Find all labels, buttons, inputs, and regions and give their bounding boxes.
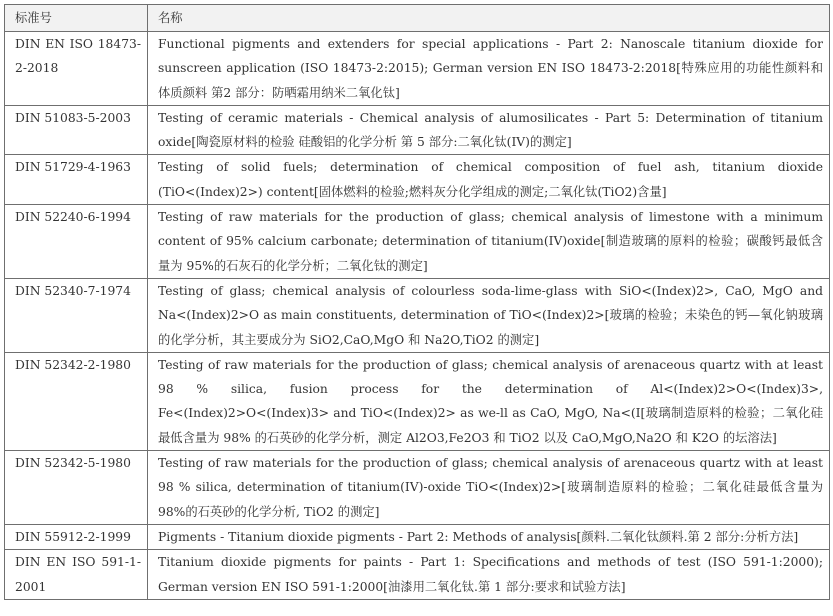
table-row — [5, 205, 830, 279]
standard-name-cell: Pigments - Titanium dioxide pigments - Part 2: Methods of analysis[颜料.二氧化钛颜料.第 2 部分:分析方法] — [148, 524, 830, 549]
standard-name-cell: Testing of raw materials for the production of glass; chemical analysis of limestone with a minimum content of 95% calcium carbonate; determination of titanium(IV)oxide[制造玻璃的原料的检验；碳酸钙最低含量为 95%的石灰石的化学分析；二氧化钛的测定] — [148, 205, 830, 279]
header-name: 名称 — [148, 5, 830, 32]
standard-name-cell: Testing of raw materials for the production of glass; chemical analysis of arenaceous quartz with at least 98 % silica, fusion process for the determination of Al<(Index)2>O<(Index)3>, Fe<(Index)2>O<(Index)3> and TiO<(Index)2> as we-ll as CaO, MgO, Na<(I[玻璃制造原料的检验；二氧化硅最低含量为 98% 的石英砂的化学分析，测定 Al2O3,Fe2O3 和 TiO2 以及 CaO,MgO,Na2O 和 K2O 的坛溶法] — [148, 352, 830, 450]
table-row — [5, 550, 830, 600]
table-row — [5, 352, 830, 450]
standard-name-cell: Testing of solid fuels; determination of chemical composition of fuel ash, titanium dioxide (TiO<(Index)2>) content[固体燃料的检验;燃料灰分化学组成的测定;二氧化钛(TiO2)含量] — [148, 155, 830, 205]
standard-number-cell: DIN EN ISO 18473-2-2018 — [5, 32, 148, 106]
standard-number-cell: DIN 52340-7-1974 — [5, 278, 148, 352]
standards-table — [4, 4, 830, 600]
table-row — [5, 105, 830, 155]
standard-number-cell: DIN 52240-6-1994 — [5, 205, 148, 279]
table-row — [5, 32, 830, 106]
standard-number-cell: DIN 52342-2-1980 — [5, 352, 148, 450]
standard-name-cell: Testing of glass; chemical analysis of colourless soda-lime-glass with SiO<(Index)2>, CaO, MgO and Na<(Index)2>O as main constituents, determination of TiO<(Index)2>[玻璃的检验；未染色的钙—氧化钠玻璃的化学分析，其主要成分为 SiO2,CaO,MgO 和 Na2O,TiO2 的测定] — [148, 278, 830, 352]
table-row — [5, 451, 830, 525]
standard-name-cell: Titanium dioxide pigments for paints - Part 1: Specifications and methods of test (ISO 591-1:2000); German version EN ISO 591-1:2000[油漆用二氧化钛.第 1 部分:要求和试验方法] — [148, 550, 830, 600]
table-row — [5, 278, 830, 352]
standard-number-cell: DIN 52342-5-1980 — [5, 451, 148, 525]
standard-number-cell: DIN 55912-2-1999 — [5, 524, 148, 549]
standard-number-cell: DIN EN ISO 591-1-2001 — [5, 550, 148, 600]
table-header-row — [5, 5, 830, 32]
standard-name-cell: Testing of raw materials for the production of glass; chemical analysis of arenaceous quartz with at least 98 % silica, determination of titanium(IV)-oxide TiO<(Index)2>[玻璃制造原料的检验；二氧化硅最低含量为 98%的石英砂的化学分析, TiO2 的测定] — [148, 451, 830, 525]
standard-number-cell: DIN 51083-5-2003 — [5, 105, 148, 155]
standard-number-cell: DIN 51729-4-1963 — [5, 155, 148, 205]
standard-name-cell: Functional pigments and extenders for special applications - Part 2: Nanoscale titanium dioxide for sunscreen application (ISO 18473-2:2015); German version EN ISO 18473-2:2018[特殊应用的功能性颜料和体质颜料 第2 部分：防晒霜用纳米二氧化钛] — [148, 32, 830, 106]
table-row — [5, 524, 830, 549]
standard-name-cell: Testing of ceramic materials - Chemical analysis of alumosilicates - Part 5: Determination of titanium oxide[陶瓷原材料的检验 硅酸铝的化学分析 第 5 部分:二氧化钛(IV)的测定] — [148, 105, 830, 155]
header-standard-number: 标准号 — [5, 5, 148, 32]
table-row — [5, 155, 830, 205]
